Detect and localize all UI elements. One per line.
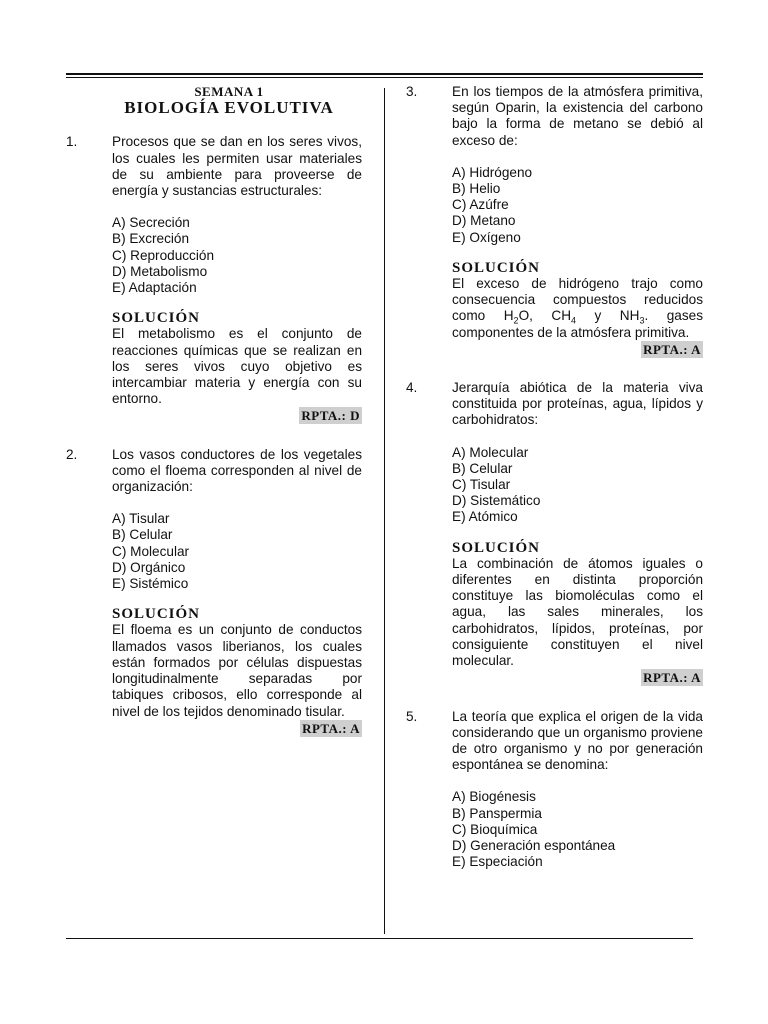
question-stem: Los vasos conductores de los vegetales como el floema corresponden al nivel de organización: <box>112 446 362 495</box>
option-e: E) Sistémico <box>112 576 189 592</box>
solution-text: La combinación de átomos iguales o diferentes en distinta proporción constituye las biomoléculas como el agua, las sales minerales, los carbohidratos, lípidos, proteínas, por consiguiente constituyen el nivel molecular. <box>452 555 703 669</box>
option-b: B) Celular <box>452 460 513 476</box>
option-b: B) Celular <box>112 527 173 543</box>
option-c: C) Molecular <box>112 543 190 559</box>
question-3 <box>406 84 703 358</box>
question-number: 3. <box>406 84 418 99</box>
option-a: A) Secreción <box>112 215 190 231</box>
top-rule-thin <box>66 77 703 78</box>
bottom-rule <box>66 938 693 939</box>
option-b: B) Panspermia <box>452 805 542 821</box>
option-b: B) Excreción <box>112 231 190 247</box>
question-stem: La teoría que explica el origen de la vida considerando que un organismo proviene de otro organismo y no por generación espontánea se denomina: <box>452 708 703 773</box>
option-b: B) Helio <box>452 181 501 197</box>
option-c: C) Reproducción <box>112 247 214 263</box>
solution-heading: SOLUCIÓN <box>452 259 541 276</box>
answer-badge: RPTA.: A <box>643 341 701 357</box>
option-d: D) Metabolismo <box>112 263 208 279</box>
question-number: 2. <box>66 446 78 462</box>
solution-text: El metabolismo es el conjunto de reacciones químicas que se realizan en los seres vivos cuyo objetivo es intercambiar materia y energía con su entorno. <box>112 326 362 407</box>
answer-badge: RPTA.: A <box>302 720 360 736</box>
week-heading: SEMANA 1 <box>194 84 264 99</box>
options-list <box>452 165 703 246</box>
solution-heading: SOLUCIÓN <box>452 539 541 556</box>
left-column <box>66 84 362 737</box>
question-number: 5. <box>406 708 418 724</box>
option-a: A) Biogénesis <box>452 789 536 805</box>
option-a: A) Tisular <box>112 511 170 527</box>
solution-heading: SOLUCIÓN <box>112 606 201 623</box>
options-list <box>112 511 362 592</box>
option-d: D) Metano <box>452 213 516 229</box>
solution-text: El exceso de hidrógeno trajo como consecuencia compuestos reducidos como $H_2O$, $CH_4$ y $NH_3$. gases componentes de la atmósfera primitiva. <box>452 276 704 340</box>
options-list <box>112 215 362 296</box>
question-5 <box>406 709 703 871</box>
question-stem: Jerarquía abiótica de la materia viva constituida por proteínas, agua, lípidos y carbohidratos: <box>452 380 703 428</box>
option-d: D) Orgánico <box>112 559 186 575</box>
subject-title: BIOLOGÍA EVOLUTIVA <box>124 98 334 118</box>
question-number: 4. <box>406 380 418 396</box>
question-1 <box>66 134 362 424</box>
solution-heading: SOLUCIÓN <box>112 310 201 327</box>
option-e: E) Adaptación <box>112 280 197 296</box>
question-2 <box>66 447 362 737</box>
option-c: C) Azúfre <box>452 197 509 213</box>
question-4 <box>406 380 703 686</box>
option-c: C) Bioquímica <box>452 821 538 837</box>
question-stem: En los tiempos de la atmósfera primitiva, según Oparin, la existencia del carbono bajo la forma de metano se debió al exceso de: <box>452 84 703 148</box>
answer-badge: RPTA.: D <box>301 408 360 424</box>
option-a: A) Hidrógeno <box>452 164 533 180</box>
right-column <box>406 84 703 870</box>
answer-badge: RPTA.: A <box>643 670 701 686</box>
options-list <box>452 445 703 526</box>
option-c: C) Tisular <box>452 477 511 493</box>
option-a: A) Molecular <box>452 444 529 460</box>
option-d: D) Generación espontánea <box>452 837 616 853</box>
question-stem: Procesos que se dan en los seres vivos, los cuales les permiten usar materiales de su ambiente para proveerse de energía y sustancias estructurales: <box>112 134 362 199</box>
option-e: E) Especiación <box>452 854 543 870</box>
column-divider <box>384 88 385 934</box>
top-rule-thick <box>66 73 703 75</box>
options-list <box>452 789 703 870</box>
solution-text: El floema es un conjunto de conductos llamados vasos liberianos, los cuales están formados por células dispuestas longitudinalmente separadas por tabiques cribosos, ello corresponde al nivel de los tejidos denominado tisular. <box>112 622 362 719</box>
option-e: E) Atómico <box>452 509 518 525</box>
option-e: E) Oxígeno <box>452 229 521 245</box>
option-d: D) Sistemático <box>452 493 541 509</box>
question-number: 1. <box>66 134 78 150</box>
